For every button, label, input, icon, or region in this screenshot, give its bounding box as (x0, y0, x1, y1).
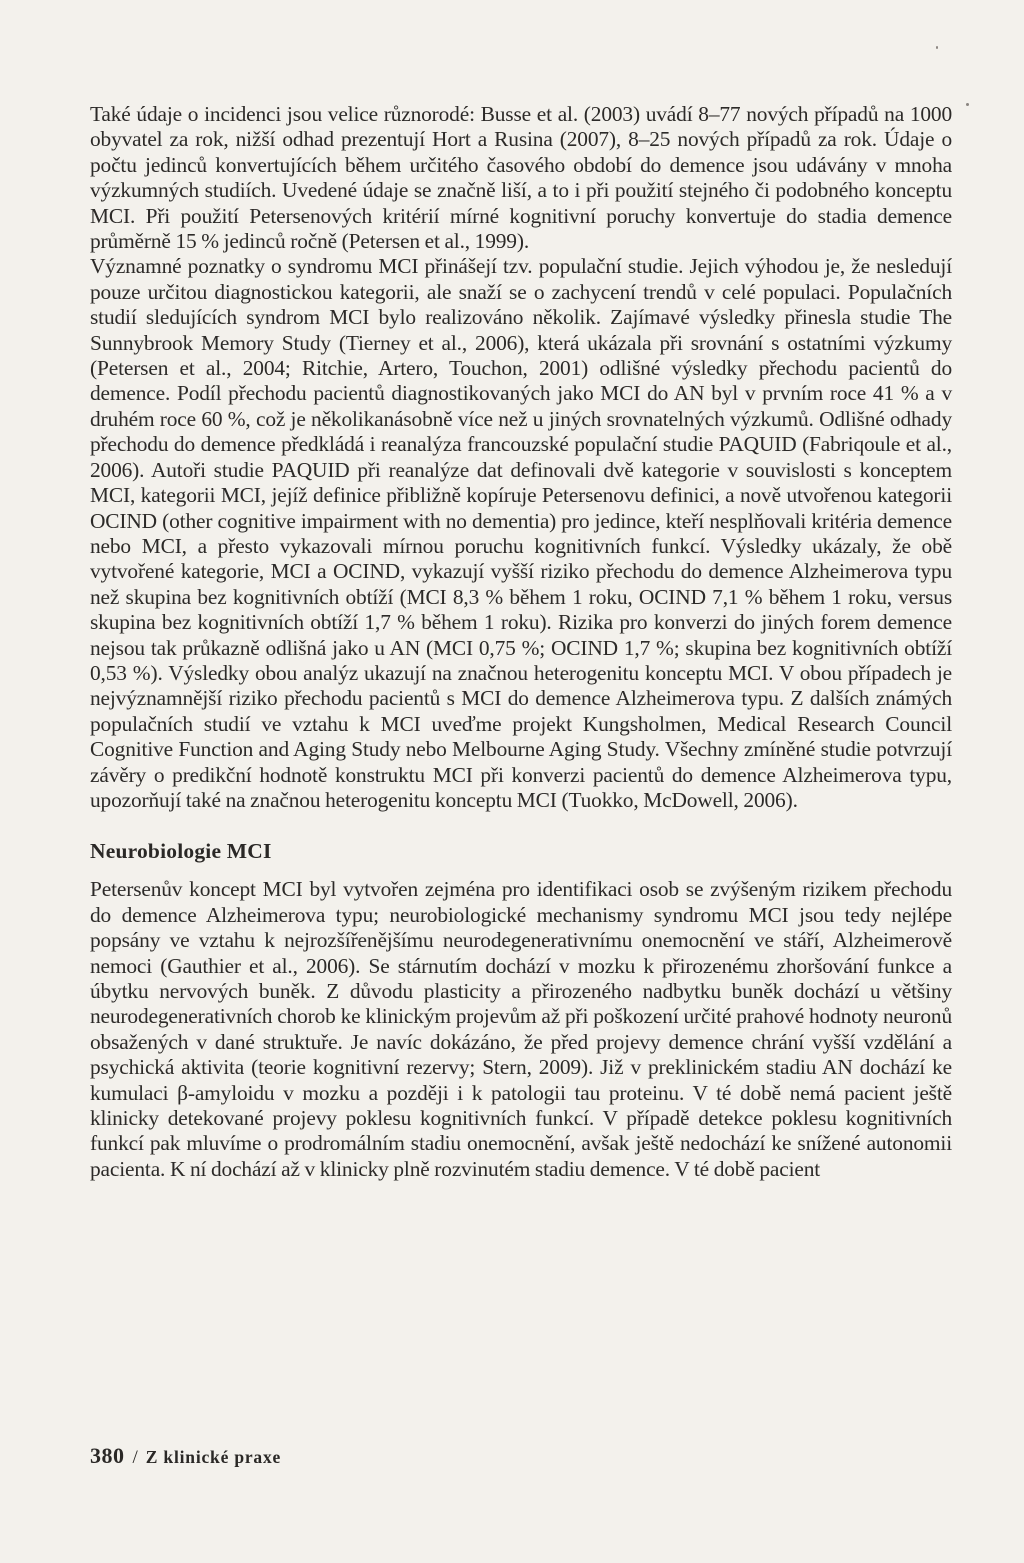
paragraph-population-studies: Významné poznatky o syndromu MCI přinášejí tzv. populační studie. Jejich výhodou je, že nesledují pouze určitou diagnostickou kategorii, ale snaží se o zachycení trendů v celé populaci. Populačních studií sledujících syndrom MCI bylo realizováno několik. Zajímavé výsledky přinesla studie The Sunnybrook Memory Study (Tierney et al., 2006), která ukázala při srovnání s ostatními výzkumy (Petersen et al., 2004; Ritchie, Artero, Touchon, 2001) odlišné výsledky přechodu pacientů do demence. Podíl přechodu pacientů diagnostikovaných jako MCI do AN byl v prvním roce 41 % a v druhém roce 60 %, což je několikanásobně více než u jiných srovnatelných výzkumů. Odlišné odhady přechodu do demence předkládá i reanalýza francouzské populační studie PAQUID (Fabriqoule et al., 2006). Autoři studie PAQUID při reanalýze dat definovali dvě kategorie v souvislosti s konceptem MCI, kategorii MCI, jejíž definice přibližně kopíruje Petersenovu definici, a nově utvořenou kategorii OCIND (other cognitive impairment with no dementia) pro jedince, kteří nesplňovali kritéria demence nebo MCI, a přesto vykazovali mírnou poruchu kognitivních funkcí. Výsledky ukázaly, že obě vytvořené kategorie, MCI a OCIND, vykazují vyšší riziko přechodu do demence Alzheimerova typu než skupina bez kognitivních obtíží (MCI 8,3 % během 1 roku, OCIND 7,1 % během 1 roku, versus skupina bez kognitivních obtíží 1,7 % během 1 roku). Rizika pro konverzi do jiných forem demence nejsou tak průkazně odlišná jako u AN (MCI 0,75 %; OCIND 1,7 %; skupina bez kognitivních obtíží 0,53 %). Výsledky obou analýz ukazují na značnou heterogenitu konceptu MCI. V obou případech je nejvýznamnější riziko přechodu pacientů s MCI do demence Alzheimerova typu. Z dalších známých populačních studií ve vztahu k MCI uveďme projekt Kungsholmen, Medical Research Council Cognitive Function and Aging Study nebo Melbourne Aging Study. Všechny zmíněné studie potvrzují závěry o predikční hodnotě konstruktu MCI při konverzi pacientů do demence Alzheimerova typu, upozorňují také na značnou heterogenitu konceptu MCI (Tuokko, McDowell, 2006). (90, 254, 952, 812)
page-body (90, 102, 952, 1182)
section-heading: Neurobiologie MCI (90, 839, 272, 864)
running-footer-title: Z klinické praxe (145, 1447, 282, 1467)
footer-separator: / (132, 1447, 138, 1468)
paragraph-neurobiology: Petersenův koncept MCI byl vytvořen zejména pro identifikaci osob se zvýšeným rizikem přechodu do demence Alzheimerova typu; neurobiologické mechanismy syndromu MCI jsou tedy nejlépe popsány ve vztahu k nejrozšířenějšímu neurodegenerativnímu onemocnění ve stáří, Alzheimerově nemoci (Gauthier et al., 2006). Se stárnutím dochází v mozku k přirozenému zhoršování funkce a úbytku nervových buněk. Z důvodu plasticity a přirozeného nadbytku buněk dochází u většiny neurodegenerativních chorob ke klinickým projevům až při poškození určité prahové hodnoty neuronů obsažených v dané struktuře. Je navíc dokázáno, že před projevy demence chrání vyšší vzdělání a psychická aktivita (teorie kognitivní rezervy; Stern, 2009). Již v preklinickém stadiu AN dochází ke kumulaci β-amyloidu v mozku a později i k patologii tau proteinu. V té době nemá pacient ještě klinicky detekované projevy poklesu kognitivních funkcí. V případě detekce poklesu kognitivních funkcí pak mluvíme o prodromálním stadiu onemocnění, avšak ještě nedochází ke snížené autonomii pacienta. K ní dochází až v klinicky plně rozvinutém stadiu demence. V té době pacient (90, 877, 952, 1181)
paragraph-incidence: Také údaje o incidenci jsou velice různorodé: Busse et al. (2003) uvádí 8–77 nových případů na 1000 obyvatel za rok, nižší odhad prezentují Hort a Rusina (2007), 8–25 nových případů za rok. Údaje o počtu jedinců konvertujících během určitého časového období do demence jsou udávány v mnoha výzkumných studiích. Uvedené údaje se značně liší, a to i při použití stejného či podobného konceptu MCI. Při použití Petersenových kritérií mírné kognitivní poruchy konvertuje do stadia demence průměrně 15 % jedinců ročně (Petersen et al., 1999). (90, 102, 952, 254)
scan-speck-top (936, 46, 938, 49)
scan-speck-right (966, 103, 969, 106)
page-footer (90, 1443, 281, 1469)
page-number: 380 (90, 1443, 125, 1468)
